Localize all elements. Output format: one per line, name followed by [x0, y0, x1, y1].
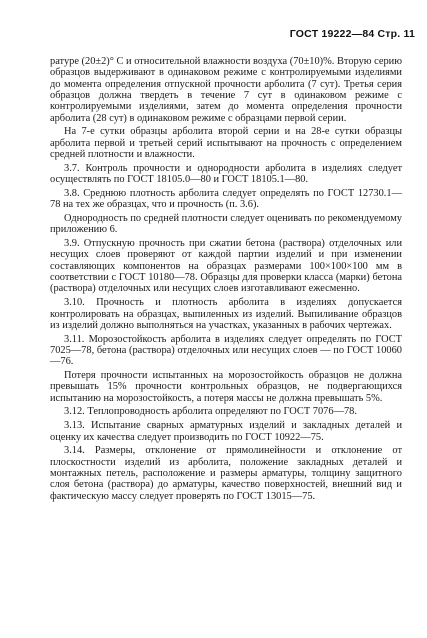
paragraph-continuation: ратуре (20±2)° С и относительной влажности воздуха (70±10)%. Вторую серию образцов выдерживают в одинаковом режиме с контролируемыми изделиями до момента определения отпускной прочности арболита (7 сут). Третья серия образцов должна твердеть в течение 7 сут в одинаковом режиме с контролируемыми изделиями, затем до момента определения прочности арболита (28 сут) в одинаковом режиме с образцами первой серии. [50, 56, 403, 124]
paragraph-frost-loss: Потеря прочности испытанных на морозостойкость образцов не должна превышать 15% прочности контрольных образцов, не подвергающихся испытанию на морозостойкость, а потеря массы не должна превышать 5%. [50, 370, 402, 404]
paragraph-3-9: 3.9. Отпускную прочность при сжатии бетона (раствора) отделочных или несущих слоев проверяют от каждой партии изделий и при изменении составляющих компонентов на образцах размерами 100×100×100 мм в соответствии с ГОСТ 10180—78. Образцы для проверки класса (марки) бетона (раствора) отделочных или несущих слоев изготавливают ежесменно. [50, 238, 402, 295]
paragraph-3-7: 3.7. Контроль прочности и однородности арболита в изделиях следует осуществлять по ГОСТ 18105.0—80 и ГОСТ 18105.1—80. [50, 162, 402, 186]
paragraph-3-10: 3.10. Прочность и плотность арболита в изделиях допускается контролировать на образцах, выпиленных из изделий. Выпиливание образцов из изделий должно выполняться на участках, указанных в рабочих чертежах. [50, 297, 402, 331]
paragraph-uniformity-density: Однородность по средней плотности следует оценивать по рекомендуемому приложению 6. [50, 213, 402, 236]
paragraph-3-12: 3.12. Теплопроводность арболита определяют по ГОСТ 7076—78. [64, 406, 357, 418]
paragraph-testing-day-7-28: На 7-е сутки образцы арболита второй серии и на 28-е сутки образцы арболита первой и третьей серий испытывают на прочность с определением средней плотности и влажности. [50, 126, 402, 161]
document-body [50, 56, 402, 502]
paragraph-3-13: 3.13. Испытание сварных арматурных изделий и закладных деталей и оценку их качества следует производить по ГОСТ 10922—75. [50, 420, 402, 443]
page-header: ГОСТ 19222—84 Стр. 11 [289, 28, 415, 40]
paragraph-3-14: 3.14. Размеры, отклонение от прямолинейности и отклонение от плоскостности изделий из арболита, положение закладных деталей и монтажных петель, расположение и размеры арматуры, толщину защитного слоя бетона (раствора) до арматуры, качество поверхностей, внешний вид и фактическую массу следует проверять по ГОСТ 13015—75. [50, 445, 402, 502]
paragraph-3-8: 3.8. Среднюю плотность арболита следует определять по ГОСТ 12730.1—78 на тех же образцах, что и прочность (п. 3.6). [50, 187, 402, 211]
paragraph-3-11: 3.11. Морозостойкость арболита в изделиях следует определять по ГОСТ 7025—78, бетона (раствора) отделочных или несущих слоев — по ГОСТ 10060—76. [50, 333, 402, 368]
